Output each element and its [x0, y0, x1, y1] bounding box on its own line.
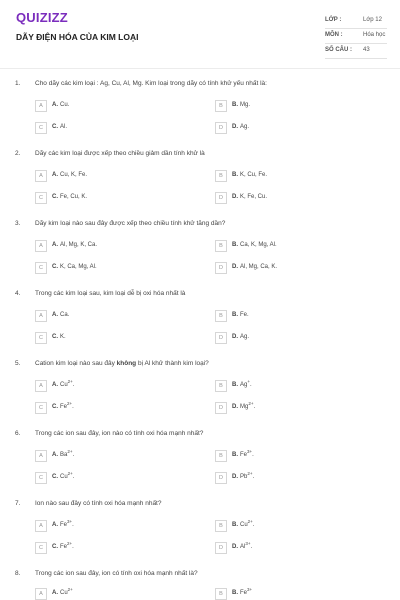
- option-letter-box: D: [215, 402, 227, 414]
- ion-charge: 2+: [248, 401, 254, 406]
- option-text: Al.: [60, 124, 68, 130]
- ion-charge: 2+: [247, 471, 253, 476]
- ion-charge: 2+: [67, 541, 73, 546]
- question-number: 7.: [15, 500, 21, 507]
- option-letter-box: B: [215, 520, 227, 532]
- option-letter-box: C: [35, 122, 47, 134]
- option-letter-box: C: [35, 542, 47, 554]
- meta-row-count: [325, 43, 387, 59]
- option-key: A.: [52, 172, 58, 178]
- option-letter-box: D: [215, 262, 227, 274]
- option-text: Cu: [240, 522, 248, 528]
- option-key: C.: [52, 334, 58, 340]
- option-letter-box: A: [35, 240, 47, 252]
- option-letter-box: A: [35, 380, 47, 392]
- option-key: B.: [232, 590, 238, 596]
- option-letter-box: A: [35, 310, 47, 322]
- option-key: A.: [52, 522, 58, 528]
- question-text: Trong các ion sau đây, ion có tính oxi hóa mạnh nhất là?: [35, 570, 198, 577]
- option-key: B.: [232, 312, 238, 318]
- option-text: K, Ca, Mg, Al.: [60, 264, 97, 270]
- option-letter-box: D: [215, 472, 227, 484]
- meta-row-subject: [325, 28, 387, 44]
- ion-charge: 2+: [67, 401, 73, 406]
- option-text: K.: [60, 334, 66, 340]
- option-text: Ag: [240, 382, 248, 388]
- question-number: 6.: [15, 430, 21, 437]
- option-key: A.: [52, 382, 58, 388]
- option-letter-box: B: [215, 100, 227, 112]
- ion-charge: +: [247, 379, 250, 384]
- option-text: Fe: [60, 544, 68, 550]
- option-text: Fe, Cu, K.: [60, 194, 88, 200]
- option-text: Fe: [60, 404, 68, 410]
- negation-emphasis: không: [116, 360, 137, 367]
- ion-charge: 3+: [247, 449, 253, 454]
- question-text: Trong các ion sau đây, ion nào có tính oxi hóa mạnh nhất?: [35, 430, 204, 437]
- meta-row-class: [325, 13, 387, 29]
- option-text: Cu: [60, 382, 68, 388]
- option-letter-box: C: [35, 402, 47, 414]
- meta-value: 43: [363, 47, 370, 53]
- option-text: Ca, K, Mg, Al.: [240, 242, 277, 248]
- question-text: Dãy các kim loại được xếp theo chiều giảm dần tính khử là: [35, 150, 205, 157]
- option-text: Ba: [60, 452, 68, 458]
- worksheet-title: DÃY ĐIỆN HÓA CỦA KIM LOẠI: [16, 32, 139, 42]
- option-letter-box: A: [35, 520, 47, 532]
- question-text: Trong các kim loại sau, kim loại dễ bị oxi hóa nhất là: [35, 290, 186, 297]
- ion-charge: 2+: [67, 471, 73, 476]
- option-text: Cu: [60, 590, 68, 596]
- option-key: A.: [52, 590, 58, 596]
- option-key: B.: [232, 102, 238, 108]
- option-key: C.: [52, 544, 58, 550]
- option-key: A.: [52, 452, 58, 458]
- meta-value: Lớp 12: [363, 17, 382, 23]
- option-key: A.: [52, 312, 58, 318]
- option-letter-box: C: [35, 262, 47, 274]
- option-key: C.: [52, 404, 58, 410]
- option-letter-box: C: [35, 472, 47, 484]
- option-text: Cu, K, Fe.: [60, 172, 88, 178]
- option-key: D.: [232, 404, 238, 410]
- option-text: Pb: [240, 474, 248, 480]
- option-key: D.: [232, 474, 238, 480]
- option-key: B.: [232, 522, 238, 528]
- worksheet-header: [0, 0, 400, 66]
- option-key: D.: [232, 264, 238, 270]
- option-letter-box: D: [215, 192, 227, 204]
- option-text: Cu: [60, 474, 68, 480]
- question-text: Cho dãy các kim loại : Ag, Cu, Al, Mg. Kim loại trong dãy có tính khử yếu nhất là:: [35, 80, 267, 87]
- meta-label: LỚP :: [325, 17, 342, 23]
- option-text: Ca.: [60, 312, 70, 318]
- option-key: C.: [52, 474, 58, 480]
- meta-label: SỐ CÂU :: [325, 47, 352, 53]
- option-text: K, Fe, Cu.: [240, 194, 268, 200]
- option-key: B.: [232, 242, 238, 248]
- option-text: Fe.: [240, 312, 249, 318]
- option-text: Ag.: [240, 334, 250, 340]
- option-key: A.: [52, 102, 58, 108]
- question-number: 3.: [15, 220, 21, 227]
- ion-charge: 3+: [247, 587, 253, 592]
- ion-charge: 3+: [67, 519, 73, 524]
- option-letter-box: A: [35, 100, 47, 112]
- option-text: Fe: [60, 522, 68, 528]
- option-key: C.: [52, 124, 58, 130]
- question-text: Dãy kim loại nào sau đây được xếp theo chiều tính khử tăng dần?: [35, 220, 226, 227]
- option-letter-box: A: [35, 450, 47, 462]
- option-key: D.: [232, 544, 238, 550]
- option-text: Mg.: [240, 102, 251, 108]
- option-text: Fe: [240, 452, 248, 458]
- option-key: B.: [232, 452, 238, 458]
- header-divider: [0, 68, 400, 69]
- question-number: 2.: [15, 150, 21, 157]
- question-number: 5.: [15, 360, 21, 367]
- option-key: C.: [52, 264, 58, 270]
- option-key: D.: [232, 334, 238, 340]
- question-number: 1.: [15, 80, 21, 87]
- option-text: Al, Mg, Ca, K.: [240, 264, 278, 270]
- meta-label: MÔN :: [325, 32, 343, 38]
- option-key: B.: [232, 382, 238, 388]
- option-letter-box: A: [35, 170, 47, 182]
- option-letter-box: B: [215, 380, 227, 392]
- quizizz-logo: QUIZIZZ: [16, 10, 68, 25]
- ion-charge: 2+: [247, 519, 253, 524]
- option-text: K, Cu, Fe.: [240, 172, 268, 178]
- question-text: Cation kim loại nào sau đây không bị Al khử thành kim loại?: [35, 360, 209, 367]
- option-key: D.: [232, 124, 238, 130]
- meta-value: Hóa học: [363, 32, 386, 38]
- option-key: D.: [232, 194, 238, 200]
- option-text: Al: [240, 544, 246, 550]
- option-text: Cu.: [60, 102, 70, 108]
- option-letter-box: C: [35, 332, 47, 344]
- ion-charge: 2+: [67, 587, 73, 592]
- option-text: Fe: [240, 590, 248, 596]
- ion-charge: 3+: [245, 541, 251, 546]
- ion-charge: 2+: [67, 449, 73, 454]
- option-letter-box: B: [215, 450, 227, 462]
- option-letter-box: B: [215, 588, 227, 600]
- question-text: Ion nào sau đây có tính oxi hóa mạnh nhất?: [35, 500, 162, 507]
- option-letter-box: D: [215, 542, 227, 554]
- option-key: C.: [52, 194, 58, 200]
- option-letter-box: A: [35, 588, 47, 600]
- option-letter-box: B: [215, 240, 227, 252]
- option-key: A.: [52, 242, 58, 248]
- option-text: Al, Mg, K, Ca.: [60, 242, 98, 248]
- option-key: B.: [232, 172, 238, 178]
- option-letter-box: D: [215, 122, 227, 134]
- ion-charge: 2+: [67, 379, 73, 384]
- option-letter-box: D: [215, 332, 227, 344]
- question-number: 4.: [15, 290, 21, 297]
- option-text: Ag.: [240, 124, 250, 130]
- question-number: 8.: [15, 570, 21, 577]
- option-letter-box: B: [215, 170, 227, 182]
- option-text: Mg: [240, 404, 249, 410]
- option-letter-box: B: [215, 310, 227, 322]
- option-letter-box: C: [35, 192, 47, 204]
